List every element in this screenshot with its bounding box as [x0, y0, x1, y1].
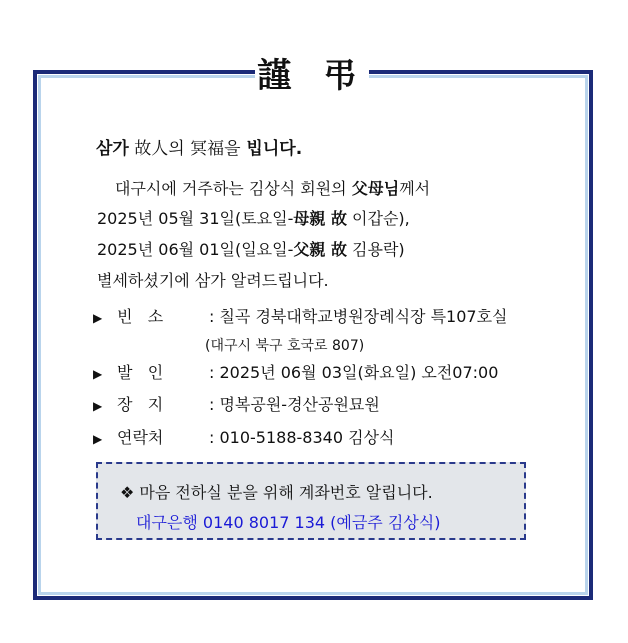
triangle-bullet-icon: ▶ [93, 432, 103, 446]
paragraph-line-2 [97, 206, 410, 229]
account-notice-box [96, 462, 526, 540]
condolence-heading [96, 134, 302, 159]
row-label: 발 인 [117, 363, 164, 382]
para-text: 이갑순), [346, 209, 410, 228]
page-title: 謹 弔 [257, 55, 367, 96]
para-text: 께서 [399, 179, 431, 198]
para-text: 김용락) [346, 240, 405, 259]
triangle-bullet-icon: ▶ [93, 311, 103, 325]
detail-row-departure [93, 360, 498, 383]
paragraph-line-3 [97, 237, 405, 260]
para-text: 2025년 05월 31일(토요일- [97, 209, 294, 228]
para-emphasis: 母親 故 [293, 209, 347, 228]
row-value: : 010-5188-8340 김상식 [209, 428, 395, 447]
row-label: 연락처 [117, 428, 164, 447]
detail-row-contact [93, 425, 394, 448]
bank-account-number: 대구은행 0140 8017 134 (예금주 김상식) [136, 513, 441, 532]
row-value: : 2025년 06월 03일(화요일) 오전07:00 [209, 363, 499, 382]
row-label: 빈 소 [117, 307, 164, 326]
heading-mid2: 冥福을 [190, 139, 241, 159]
funeral-hall-address: (대구시 북구 호국로 807) [205, 338, 365, 354]
paragraph-line-1 [115, 176, 430, 199]
para-text: 2025년 06월 01일(일요일- [97, 240, 294, 259]
detail-row-burial [93, 392, 380, 415]
account-notice-text: ❖ 마음 전하실 분을 위해 계좌번호 알립니다. [120, 483, 433, 502]
heading-post: 빕니다. [240, 139, 303, 159]
para-emphasis: 父母님 [351, 179, 400, 198]
heading-pre: 삼가 [96, 139, 129, 159]
row-label: 장 지 [117, 395, 164, 414]
para-text: 대구시에 거주하는 김상식 회원의 [115, 179, 352, 198]
heading-mid1: 故人의 [128, 139, 191, 159]
detail-row-funeral-hall [93, 304, 507, 327]
para-emphasis: 父親 故 [293, 240, 347, 259]
triangle-bullet-icon: ▶ [93, 367, 103, 381]
row-value: : 칠곡 경북대학교병원장례식장 특107호실 [209, 307, 508, 326]
triangle-bullet-icon: ▶ [93, 399, 103, 413]
row-value: : 명복공원-경산공원묘원 [209, 395, 380, 414]
paragraph-line-4: 별세하셨기에 삼가 알려드립니다. [97, 271, 329, 290]
